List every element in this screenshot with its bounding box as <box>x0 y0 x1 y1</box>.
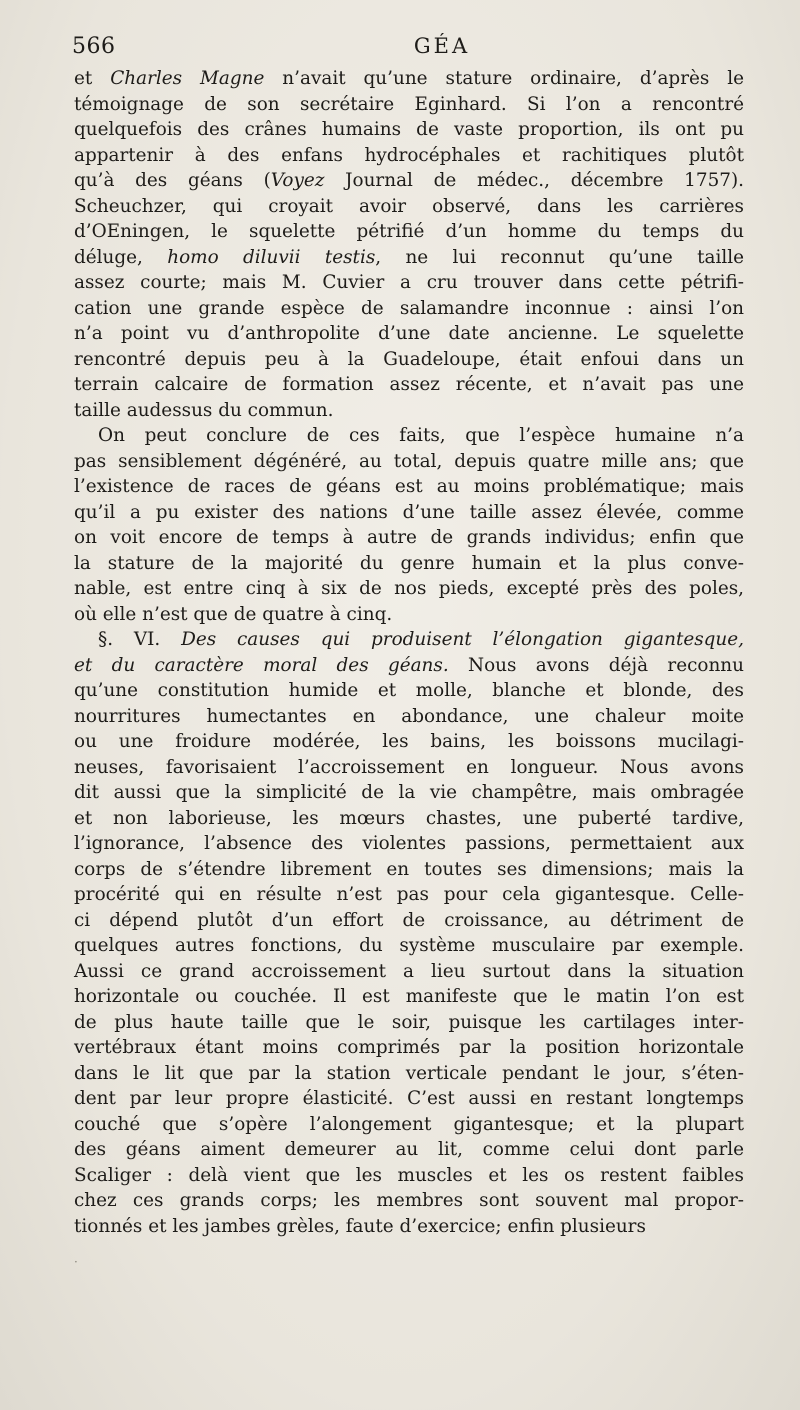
page-mark-decoration: · <box>74 1255 78 1269</box>
text-line <box>74 474 744 500</box>
text-line <box>74 219 744 245</box>
text-segment: rencontré depuis peu à la Guadeloupe, était enfoui dans un <box>74 348 744 370</box>
text-line <box>74 143 744 169</box>
text-segment: corps de s’étendre librement en toutes ses dimensions; mais la <box>74 858 744 880</box>
text-line <box>74 92 744 118</box>
text-line <box>74 806 744 832</box>
text-segment: neuses, favorisaient l’accroissement en longueur. Nous avons <box>74 756 744 778</box>
text-segment: l’ignorance, l’absence des violentes passions, permettaient aux <box>74 833 744 854</box>
text-line <box>74 908 744 934</box>
text-line <box>74 347 744 373</box>
text-segment: déluge, <box>74 246 168 268</box>
text-line <box>74 984 744 1010</box>
text-segment: de plus haute taille que le soir, puisque les cartilages inter- <box>74 1011 744 1033</box>
text-line <box>74 1112 744 1138</box>
text-segment: n’a point vu d’anthropolite d’une date ancienne. Le squelette <box>74 323 744 344</box>
text-line <box>74 398 744 424</box>
text-segment: procérité qui en résulte n’est pas pour cela gigantesque. Celle- <box>74 884 744 905</box>
text-line <box>74 372 744 398</box>
text-line <box>74 576 744 602</box>
text-line <box>74 423 744 449</box>
text-segment: pas sensiblement dégénéré, au total, depuis quatre mille ans; que <box>74 450 744 472</box>
running-title: GÉA <box>413 34 471 58</box>
text-line <box>74 704 744 730</box>
text-segment: ou une froidure modérée, les bains, les boissons mucilagi- <box>74 731 744 752</box>
text-line <box>74 1163 744 1189</box>
text-segment: dent par leur propre élasticité. C’est aussi en restant longtemps <box>74 1088 744 1109</box>
text-segment: tionnés et les jambes grèles, faute d’exercice; enfin plusieurs <box>74 1215 646 1237</box>
text-line <box>74 1214 744 1240</box>
text-segment: témoignage de son secrétaire Eginhard. Si l’on a rencontré <box>74 93 744 115</box>
text-segment: n’avait qu’une stature ordinaire, d’après le <box>264 68 745 89</box>
text-segment: Journal de médec., décembre 1757). <box>324 170 744 191</box>
text-segment: chez ces grands corps; les membres sont souvent mal propor- <box>74 1190 744 1211</box>
italic-segment: Voyez <box>270 170 325 191</box>
text-segment: on voit encore de temps à autre de grands individus; enfin que <box>74 527 744 548</box>
italic-segment: homo diluvii testis <box>167 246 376 268</box>
text-segment: où elle n’est que de quatre à cinq. <box>74 603 393 625</box>
text-line <box>74 755 744 781</box>
text-segment: vertébraux étant moins comprimés par la position horizontale <box>74 1037 744 1058</box>
text-line <box>74 1035 744 1061</box>
text-segment: des géans aiment demeurer au lit, comme celui dont parle <box>74 1139 744 1160</box>
text-line <box>74 627 744 653</box>
text-segment: et <box>74 68 111 89</box>
text-segment: dit aussi que la simplicité de la vie champêtre, mais ombragée <box>74 782 744 803</box>
text-line <box>74 857 744 883</box>
text-line <box>74 245 744 271</box>
text-segment: terrain calcaire de formation assez récente, et n’avait pas une <box>74 374 744 395</box>
text-segment: horizontale ou couchée. Il est manifeste que le matin l’on est <box>74 986 744 1007</box>
text-segment: appartenir à des enfans hydrocéphales et rachitiques plutôt <box>74 144 744 166</box>
text-segment: couché que s’opère l’alongement gigantesque; et la plupart <box>74 1113 744 1135</box>
text-segment: §. VI. <box>98 629 182 650</box>
text-segment: taille audessus du commun. <box>74 399 334 421</box>
body-text <box>74 66 744 1239</box>
text-segment: qu’à des géans ( <box>74 170 271 191</box>
text-segment: d’OEningen, le squelette pétrifié d’un homme du temps du <box>74 221 744 242</box>
text-line <box>74 321 744 347</box>
page-header <box>72 34 762 64</box>
text-segment: quelques autres fonctions, du système musculaire par exemple. <box>74 935 744 956</box>
text-line <box>74 602 744 628</box>
text-segment: cation une grande espèce de salamandre inconnue : ainsi l’on <box>74 297 744 319</box>
text-segment: On peut conclure de ces faits, que l’espèce humaine n’a <box>98 425 744 446</box>
text-line <box>74 168 744 194</box>
text-segment: nourritures humectantes en abondance, une chaleur moite <box>74 705 744 727</box>
text-line <box>74 551 744 577</box>
text-line <box>74 729 744 755</box>
text-segment: la stature de la majorité du genre humain et la plus conve- <box>74 552 744 574</box>
text-segment: Scaliger : delà vient que les muscles et les os restent faibles <box>74 1164 744 1186</box>
text-segment: qu’une constitution humide et molle, blanche et blonde, des <box>74 680 744 701</box>
text-line <box>74 678 744 704</box>
text-segment: qu’il a pu exister des nations d’une taille assez élevée, comme <box>74 501 744 523</box>
text-line <box>74 1010 744 1036</box>
text-line <box>74 831 744 857</box>
text-segment: assez courte; mais M. Cuvier a cru trouver dans cette pétrifi- <box>74 272 744 293</box>
text-line <box>74 194 744 220</box>
text-segment: ci dépend plutôt d’un effort de croissance, au détriment de <box>74 909 744 931</box>
text-line <box>74 882 744 908</box>
text-segment: Scheuchzer, qui croyait avoir observé, dans les carrières <box>74 195 744 217</box>
text-line <box>74 1061 744 1087</box>
text-line <box>74 525 744 551</box>
text-line <box>74 933 744 959</box>
text-segment: dans le lit que par la station verticale pendant le jour, s’éten- <box>74 1062 744 1084</box>
text-line <box>74 270 744 296</box>
text-segment: nable, est entre cinq à six de nos pieds, excepté près des poles, <box>74 578 744 599</box>
text-line <box>74 449 744 475</box>
page-number: 566 <box>72 34 116 59</box>
text-segment: , ne lui reconnut qu’une taille <box>375 246 744 268</box>
text-line <box>74 296 744 322</box>
text-line <box>74 780 744 806</box>
text-line <box>74 66 744 92</box>
italic-segment: et du caractère moral des géans. <box>74 654 449 676</box>
italic-segment: Des causes qui produisent l’élongation gigantesque, <box>181 629 744 650</box>
text-line <box>74 117 744 143</box>
text-segment: et non laborieuse, les mœurs chastes, une puberté tardive, <box>74 807 744 829</box>
text-line <box>74 1137 744 1163</box>
text-segment: Aussi ce grand accroissement a lieu surtout dans la situation <box>74 960 744 982</box>
text-line <box>74 1188 744 1214</box>
italic-segment: Charles Magne <box>110 68 265 89</box>
text-segment: l’existence de races de géans est au moins problématique; mais <box>74 476 744 497</box>
text-segment: quelquefois des crânes humains de vaste proportion, ils ont pu <box>74 119 744 140</box>
text-line <box>74 1086 744 1112</box>
text-line <box>74 653 744 679</box>
text-segment: Nous avons déjà reconnu <box>448 654 744 676</box>
text-line <box>74 500 744 526</box>
text-line <box>74 959 744 985</box>
